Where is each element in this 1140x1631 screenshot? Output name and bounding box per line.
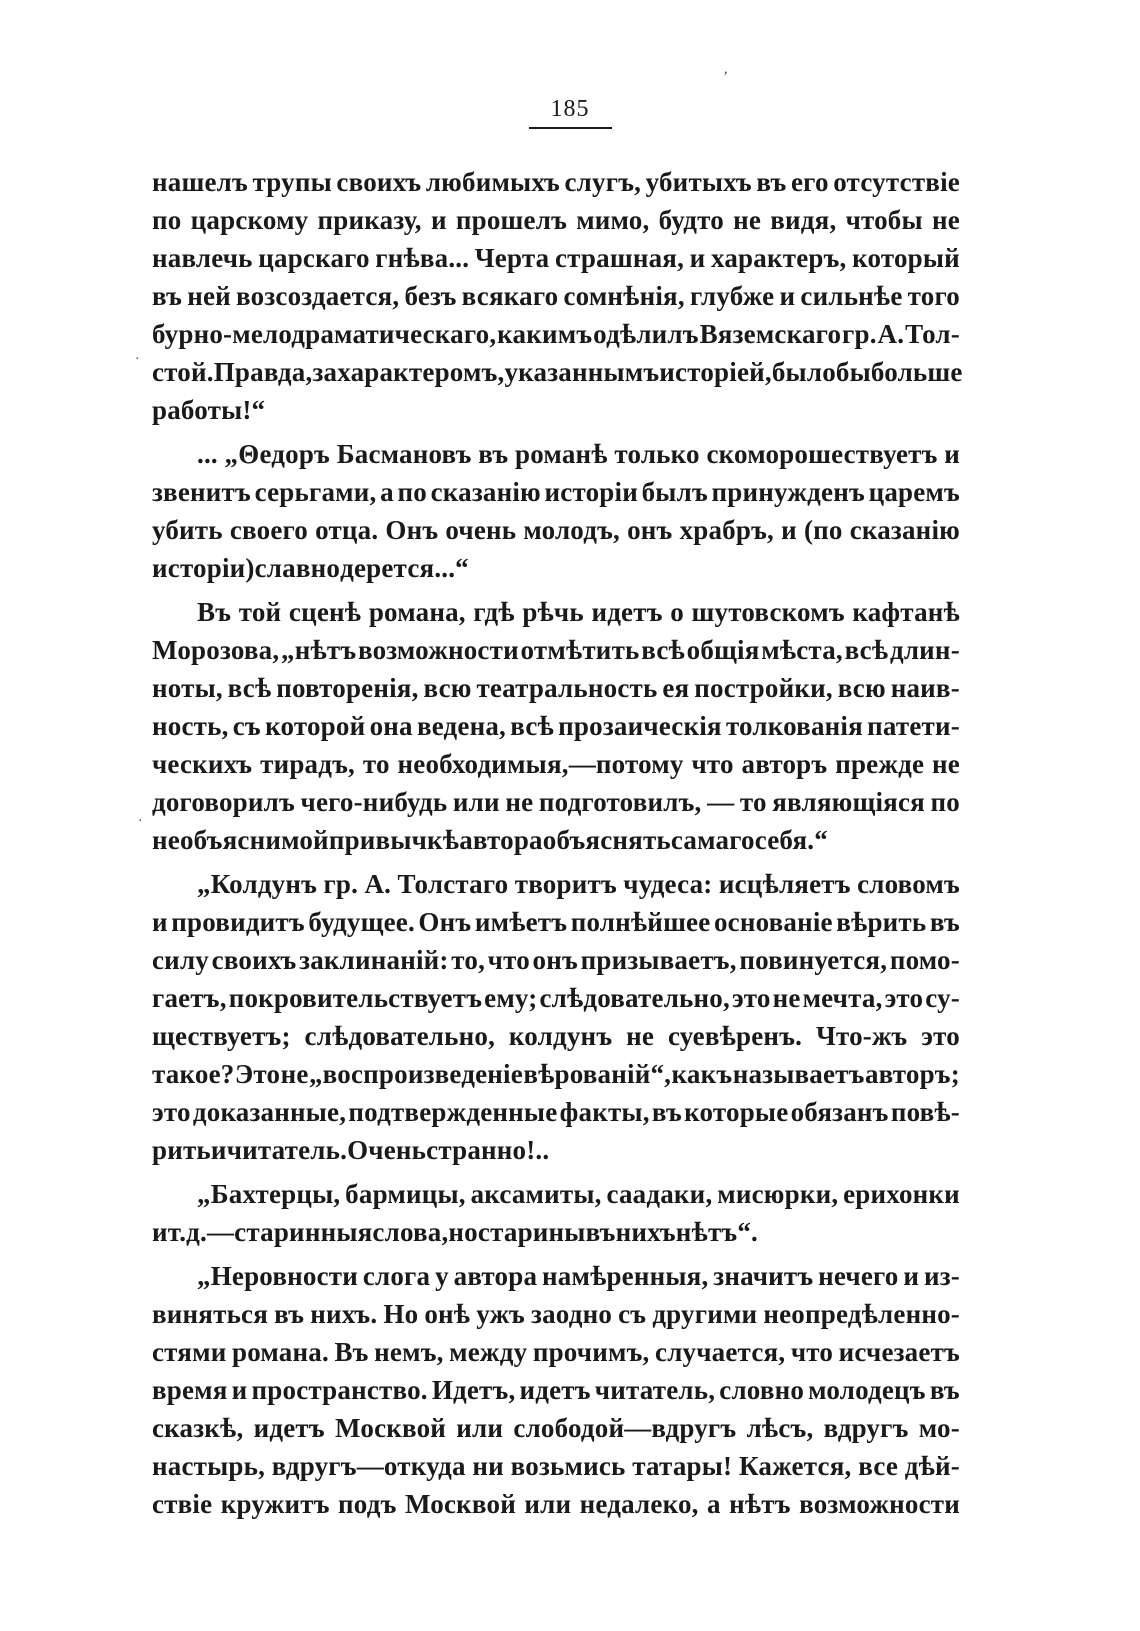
text-line: ноты, всѣ повторенія, всю театральность ея постройки, всю наив- — [152, 673, 960, 703]
text-line: стями романа. Въ немъ, между прочимъ, случается, что исчезаетъ — [152, 1337, 960, 1367]
page-header — [0, 96, 1140, 129]
margin-speck: · — [135, 352, 140, 367]
text-line: работы!“ — [152, 395, 266, 425]
text-line: ность, съ которой она ведена, всѣ прозаическія толкованія патети- — [152, 711, 960, 741]
text-line: договорилъ чего-нибудь или не подготовилъ, — то являющіяся по — [152, 787, 960, 817]
text-line: убить своего отца. Онъ очень молодъ, онъ храбръ, и (по сказанію — [152, 515, 960, 545]
text-line: звенитъ серьгами, а по сказанію исторіи былъ принужденъ царемъ — [152, 477, 960, 507]
text-line: время и пространство. Идетъ, идетъ читатель, словно молодецъ въ — [152, 1375, 960, 1405]
text-line: въ ней возсоздается, безъ всякаго сомнѣнія, глубже и сильнѣе того — [152, 281, 960, 311]
text-line: Морозова, „нѣтъ возможности отмѣтить всѣ общія мѣста, всѣ длин- — [152, 635, 960, 665]
text-line: ... „Θедоръ Басмановъ въ романѣ только скоморошествуетъ и — [197, 439, 960, 469]
text-line: нашелъ трупы своихъ любимыхъ слугъ, убитыхъ въ его отсутствіе — [152, 167, 960, 197]
text-line: и т. д.—старинныя слова, но старины въ нихъ нѣтъ“. — [152, 1217, 758, 1247]
text-line: ствіе кружитъ подъ Москвой или недалеко, а нѣтъ возможности — [152, 1489, 960, 1519]
text-line: такое? Это не „воспроизведеніе вѣрованій“, какъ называетъ авторъ; — [152, 1059, 960, 1089]
text-line: „Бахтерцы, бармицы, аксамиты, саадаки, мисюрки, ерихонки — [197, 1179, 960, 1209]
text-line: навлечь царскаго гнѣва... Черта страшная, и характеръ, который — [152, 243, 960, 273]
text-line: „Колдунъ гр. А. Толстаго творитъ чудеса: исцѣляетъ словомъ — [197, 869, 960, 899]
text-line: ческихъ тирадъ, то необходимыя,—потому что авторъ прежде не — [152, 749, 960, 779]
text-line: это доказанные, подтвержденные факты, въ которые обязанъ повѣ- — [152, 1097, 960, 1127]
text-line: силу своихъ заклинаній: то, что онъ призываетъ, повинуется, помо- — [152, 945, 960, 975]
text-line: ществуетъ; слѣдовательно, колдунъ не суевѣренъ. Что-жъ это — [152, 1021, 960, 1051]
text-line: исторіи) славно дерется...“ — [152, 553, 469, 583]
text-line: рить и читатель. Очень странно!.. — [152, 1135, 550, 1165]
text-line: бурно-мелодраматическаго, какимъ одѣлилъ Вяземскаго гр. А. Тол- — [152, 319, 960, 349]
text-line: необъяснимой привычкѣ автора объяснять самаго себя.“ — [152, 825, 828, 855]
text-line: сказкѣ, идетъ Москвой или слободой—вдругъ лѣсъ, вдругъ мо- — [152, 1413, 960, 1443]
body-text — [152, 163, 963, 1523]
text-line: по царскому приказу, и прошелъ мимо, будто не видя, чтобы не — [152, 205, 960, 235]
text-line: виняться въ нихъ. Но онѣ ужъ заодно съ другими неопредѣленно- — [152, 1299, 960, 1329]
margin-speck: , — [724, 62, 728, 77]
page-number: 185 — [529, 96, 612, 129]
text-line: стой. Правда, за характеромъ, указаннымъ исторіей, было бы больше — [152, 357, 963, 387]
margin-speck: · — [138, 814, 143, 829]
text-line: и провидитъ будущее. Онъ имѣетъ полнѣйшее основаніе вѣрить въ — [152, 907, 960, 937]
text-line: Въ той сценѣ романа, гдѣ рѣчь идетъ о шутовскомъ кафтанѣ — [197, 597, 960, 627]
text-line: гаетъ, покровительствуетъ ему; слѣдовательно, это не мечта, это су- — [152, 983, 960, 1013]
text-line: настырь, вдругъ—откуда ни возьмись татары! Кажется, все дѣй- — [152, 1451, 960, 1481]
text-line: „Неровности слога у автора намѣренныя, значитъ нечего и из- — [197, 1261, 960, 1291]
